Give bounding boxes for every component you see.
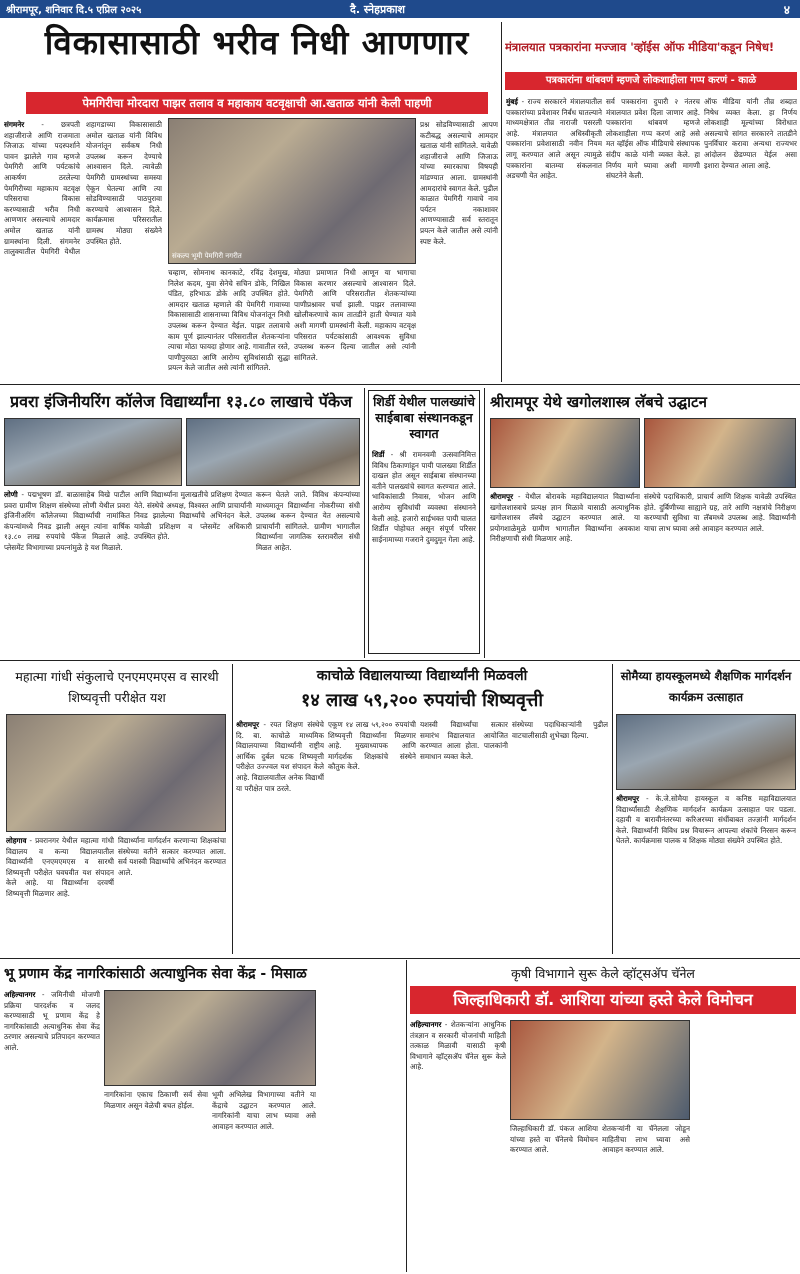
story6-photo (6, 714, 226, 832)
divider-vertical-lower-1 (232, 664, 233, 954)
story8-photo (616, 714, 796, 790)
divider-horizontal-2 (0, 660, 800, 661)
divider-horizontal-3 (0, 958, 800, 959)
story10-col1: अहिल्यानगर - शेतकऱ्यांना आधुनिक तंत्रज्ञान व सरकारी योजनांची माहिती तत्काळ मिळावी यासाठी कृषी विभागाने व्हॉट्सॲप चॅनेल सुरू केले आहे. (410, 1020, 506, 1072)
story1-col2: चव्हाण, सोमनाथ कानकाटे, रविंद्र देशमुख, निलेश कदम, युवा सेनेचे सचिन डोके, निखिल पंडित, हरिभाऊ डोके आदि उपस्थित होते. आमदार खताळ म्हणाले की पेमगिरी गावाच्या विकासासाठी शासनाच्या विविध योजनांतून निधी उपलब्ध करून देण्यात येईल. पाझर तलावाचे काम पूर्ण झाल्यानंतर परिसरातील शेतकऱ्यांना त्याचा मोठा फायदा होणार आहे. गावातील रस्ते, पाणीपुरवठा आणि आरोग्य सुविधांसाठी सुद्धा प्रयत्न केले जातील असे त्यांनी सांगितले. (168, 268, 290, 373)
story7-col4: संस्थेच्या पदाधिकाऱ्यांनी पुढील वाटचालीसाठी शुभेच्छा दिल्या. (512, 720, 608, 740)
story6-byline: लोहगाव (6, 836, 27, 845)
divider-horizontal-1 (0, 384, 800, 385)
divider-vertical-top (501, 22, 502, 382)
story5-photo-1 (490, 418, 640, 488)
story1-byline: संगमनेर (4, 120, 25, 129)
story6-headline: महात्मा गांधी संकुलाचे एनएमएमएस व सारथी शिष्यवृत्ती परीक्षेत यश (15, 669, 219, 705)
story2-col2: सर्व पत्रकारांना दुपारी २ नंतरच मंत्रालयात प्रवेश दिला जाणार आहे. पत्रकारांना थांबवणं म्हणजे लोकशाहीला गप्प करणं आहे असे मत व्हॉईस ऑफ मीडियाचे संस्थापक संदीप काळे यांनी व्यक्त केले. हा निर्णय मागे घ्यावा अशी मागणी संघटनेने केली. (606, 97, 700, 181)
story8-headline: सोमैय्या हायस्कूलमध्ये शैक्षणिक मार्गदर्शन कार्यक्रम उत्साहात (620, 669, 792, 704)
story2-byline: मुंबई (506, 97, 518, 106)
story9-byline: अहिल्यानगर (4, 990, 36, 999)
story3-headline: प्रवरा इंजिनीयरिंग कॉलेज विद्यार्थ्यांना १३.८० लाखाचे पॅकेज (10, 392, 353, 411)
story1-col4: प्रश्न सोडविण्यासाठी आपण कटीबद्ध असल्याचे आमदार खताळ यांनी सांगितले. यावेळी शहाजीराजे आणि जिजाऊ यांच्या स्मारकाचा विषयही मांडण्यात आला. ग्रामस्थांनी आमदारांचे स्वागत केले. पुढील काळात पेमगिरी गावाचे नाव पर्यटन नकाशावर आणण्यासाठी सर्व स्तरातून प्रयत्न केले जातील असे त्यांनी स्पष्ट केले. (420, 120, 498, 246)
story5-photo-2 (644, 418, 796, 488)
divider-vertical-bottom (406, 960, 407, 1272)
story4-body: शिर्डी - श्री रामनवमी उत्सवानिमित्त विविध ठिकाणांहून पायी पालख्या शिर्डीत दाखल होत असून साईबाबा संस्थानच्या वतीने पालख्यांचे स्वागत करण्यात आले. भाविकांसाठी निवास, भोजन आणि आरोग्य सुविधांची व्यवस्था संस्थानने केली आहे. हजारो साईभक्त पायी चालत शिर्डीत पोहोचत असून संपूर्ण परिसर साईनामाच्या गजराने दुमदुमून गेला आहे. (372, 450, 476, 544)
story5-byline: श्रीरामपूर (490, 492, 514, 501)
story3-photo-2 (186, 418, 360, 486)
header-masthead: दै. स्नेहप्रकाश (350, 3, 406, 16)
page-header-bar (0, 0, 800, 18)
story3-col3-visible: करून घेतले जाते. विविध कंपन्यांच्या माध्यमातून विद्यार्थ्यांना नोकरीच्या संधी उपलब्ध करून देण्यात येत असल्याचे प्राचार्यांनी सांगितले. ग्रामीण भागातील विद्यार्थ्यांना जागतिक स्तरावरील संधी मिळत आहेत. (256, 490, 360, 552)
story1-headline: विकासासाठी भरीव निधी आणणार (44, 23, 470, 62)
story3-photo-1 (4, 418, 182, 486)
story5-col2: संस्थेचे पदाधिकारी, प्राचार्य आणि शिक्षक यावेळी उपस्थित होते. दुर्बिणीच्या साह्याने ग्रह, तारे आणि नक्षत्रांचे निरीक्षण करण्याची सुविधा या लॅबमध्ये उपलब्ध आहे. विद्यार्थ्यांनी याचा लाभ घ्यावा असे आवाहन करण्यात आले. (644, 492, 796, 533)
story7-headline-top: काचोळे विद्यालयाच्या विद्यार्थ्यांनी मिळवली (316, 668, 528, 684)
story9-headline: भू प्रणाम केंद्र नागरिकांसाठी अत्याधुनिक सेवा केंद्र - मिसाळ (4, 966, 307, 982)
header-date: श्रीरामपूर, शनिवार दि.५ एप्रिल २०२५ (6, 5, 142, 16)
story2-headline-band: पत्रकारांना थांबवणं म्हणजे लोकशाहीला गप्प करणं - काळे (505, 72, 797, 90)
story2-col3: ऑफ मीडिया यांनी तीव्र शब्दात निषेध व्यक्त केला. हा निर्णय लोकशाही मूल्यांच्या विरोधात असल्याचे सांगत सरकारने तातडीने पुनर्विचार करावा अन्यथा राज्यभर आंदोलन छेडण्यात येईल असा इशारा देण्यात आला आहे. (704, 97, 797, 170)
story10-byline: अहिल्यानगर (410, 1020, 442, 1029)
story7-col3: यशस्वी विद्यार्थ्यांचा सत्कार समारंभ विद्यालयात आयोजित करण्यात आला होता. पालकांनी समाधान व्यक्त केले. (420, 720, 508, 761)
story8-byline: श्रीरामपूर (616, 794, 640, 803)
story7-headline-main: १४ लाख ५९,२०० रुपयांची शिष्यवृत्ती (300, 690, 544, 711)
story7-col2: एकूण १४ लाख ५९,२०० रुपयांची शिष्यवृत्ती विद्यार्थ्यांना मिळणार आहे. मुख्याध्यापक आणि मार्गदर्शक शिक्षकांचे संस्थेने कौतुक केले. (328, 720, 416, 772)
story1-subhead: पेमगिरीचा मोरदारा पाझर तलाव व महाकाय वटवृक्षाची आ.खताळ यांनी केली पाहणी (26, 92, 488, 114)
story9-col3: भूमी अभिलेख विभागाच्या वतीने या केंद्राचे उद्घाटन करण्यात आले. नागरिकांनी याचा लाभ घ्यावा असे आवाहन करण्यात आले. (212, 1090, 316, 1131)
story10-col2: जिल्हाधिकारी डॉ. पंकज आशिया यांच्या हस्ते या चॅनेलचे विमोचन करण्यात आले. (510, 1124, 598, 1155)
story1-photo-caption: संकल्प भूमी पेमगिरी नगरीत (172, 252, 242, 260)
divider-vertical-lower-2 (612, 664, 613, 954)
story7-byline: श्रीरामपूर (236, 720, 260, 729)
story10-photo (510, 1020, 690, 1120)
story2-headline-top: मंत्रालयात पत्रकारांना मज्जाव 'व्हॉईस ऑफ मीडिया'कडून निषेध! (505, 40, 775, 54)
story2-col1: मुंबई - राज्य सरकारने मंत्रालयातील पत्रकारांच्या प्रवेशावर निर्बंध घातल्याने माध्यमक्षेत्रात तीव्र नाराजी पसरली आहे. मंत्रालयात अधिस्वीकृती पत्रकारांना प्रवेशासाठी नवीन नियम लागू करण्यात आले असून त्यामुळे पत्रकारांना बातम्या संकलनात अडचणी येत आहेत. (506, 97, 602, 181)
story5-headline: श्रीरामपूर येथे खगोलशास्त्र लॅबचे उद्घाटन (490, 393, 707, 411)
story3-col1: लोणी - पद्मभूषण डॉ. बाळासाहेब विखे पाटील प्रवरा ग्रामीण शिक्षण संस्थेच्या लोणी येथील प्रवरा इंजिनीअरिंग कॉलेजच्या विद्यार्थ्यांची नामांकित कंपन्यांमध्ये निवड झाली असून त्यांना वार्षिक १३.८० लाख रुपयांचे पॅकेज मिळाले आहे. प्लेसमेंट विभागाच्या प्रयत्नांमुळे हे यश मिळाले. (4, 490, 130, 552)
story1-col3: मोठ्या प्रमाणात निधी आणून या भागाचा विकास करणार असल्याचे आश्वासन दिले. पेमगिरी आणि परिसरातील शेतकऱ्यांच्या पाणीप्रश्नावर चर्चा झाली. पाझर तलावाच्या खोलीकरणाचे काम तातडीने हाती घेण्यात यावे अशी मागणी ग्रामस्थांनी केली. महाकाय वटवृक्ष परिसरात पर्यटकांसाठी आवश्यक सुविधा उपलब्ध करून दिल्या जातील असे त्यांनी सांगितले. (294, 268, 416, 362)
story9-photo (104, 990, 316, 1086)
story9-col1: अहिल्यानगर - जमिनीची मोजणी प्रक्रिया पारदर्शक व जलद करण्यासाठी भू प्रणाम केंद्र हे नागरिकांसाठी अत्याधुनिक सेवा केंद्र ठरणार असल्याचे प्रतिपादन करण्यात आले. (4, 990, 100, 1052)
divider-vertical-mid-2 (484, 388, 485, 658)
story10-headline-main: जिल्हाधिकारी डॉ. आशिया यांच्या हस्ते केले विमोचन (410, 986, 796, 1014)
divider-vertical-mid-1 (364, 388, 365, 658)
story7-col1: श्रीरामपूर - रयत शिक्षण संस्थेचे दि. बा. काचोळे माध्यमिक विद्यालयाच्या विद्यार्थ्यांनी राष्ट्रीय आर्थिक दुर्बल घटक शिष्यवृत्ती परीक्षेत उज्ज्वल यश संपादन केले आहे. विद्यालयातील अनेक विद्यार्थी या परीक्षेत पात्र ठरले. (236, 720, 324, 793)
story10-col3: शेतकऱ्यांनी या चॅनेलला जोडून माहितीचा लाभ घ्यावा असे आवाहन करण्यात आले. (602, 1124, 690, 1155)
story3-col2: आणि विद्यार्थ्यांना मुलाखतीचे प्रशिक्षण देण्यात येते. संस्थेचे अध्यक्ष, विश्वस्त आणि प्राचार्यांनी निवड झालेल्या विद्यार्थ्यांचे अभिनंदन केले. यावेळी प्रशिक्षण व प्लेसमेंट अधिकारी उपस्थित होते. (134, 490, 252, 542)
story5-col1: श्रीरामपूर - येथील बोरावके महाविद्यालयात विद्यार्थ्यांना खगोलशास्त्राचे प्रत्यक्ष ज्ञान मिळावे यासाठी अत्याधुनिक खगोलशास्त्र लॅबचे उद्घाटन करण्यात आले. या प्रयोगशाळेमुळे ग्रामीण भागातील विद्यार्थ्यांना अवकाश निरीक्षणाची संधी मिळणार आहे. (490, 492, 640, 544)
story4-byline: शिर्डी (372, 450, 385, 459)
story10-headline-top: कृषी विभागाने सुरू केले व्हॉट्सॲप चॅनेल (511, 966, 695, 981)
story1-photo (168, 118, 416, 264)
story6-col1: लोहगाव - प्रवरानगर येथील महात्मा गांधी विद्यालय व कन्या विद्यालयातील विद्यार्थ्यांनी एनएमएमएस व सारथी शिष्यवृत्ती परीक्षेत घवघवीत यश संपादन केले आहे. या विद्यार्थ्यांना दरवर्षी शिष्यवृत्ती मिळणार आहे. (6, 836, 114, 898)
story4-box (368, 390, 480, 654)
story6-col2: विद्यार्थ्यांना मार्गदर्शन करणाऱ्या शिक्षकांचा संस्थेच्या वतीने सत्कार करण्यात आला. सर्व यशस्वी विद्यार्थ्यांचे अभिनंदन करण्यात आले. (118, 836, 226, 877)
story3-byline: लोणी (4, 490, 18, 499)
story1-col1: संगमनेर - छत्रपती शहाजीराजे आणि राजमाता जिजाऊ यांच्या पदस्पर्शाने पावन झालेले गाव म्हणजे पेमगिरी आणि पर्यटकांचे आकर्षण ठरलेल्या पेमगिरीच्या महाकाय वटवृक्ष परिसराचा विकास करण्यासाठी भरीव निधी आणणार असल्याचे आमदार अमोल खताळ यांनी ग्रामस्थांना दिली. संगमनेर तालुक्यातील पेमगिरी येथील शहागडाच्या विकासासाठी अमोल खताळ यांनी विविध योजनांतून सर्वंकष निधी उपलब्ध करून देण्याचे आश्वासन दिले. त्यावेळी पेमगिरी ग्रामस्थांच्या समस्या ऐकून घेतल्या आणि त्या सोडविण्यासाठी पाठपुरावा करण्याचे आश्वासन दिले. कार्यक्रमास परिसरातील ग्रामस्थ मोठ्या संख्येने उपस्थित होते. (4, 120, 162, 257)
story4-headline: शिर्डी येथील पालख्यांचे साईबाबा संस्थानकडून स्वागत (373, 394, 475, 441)
story8-body: श्रीरामपूर - के.जे.सोमैया हायस्कूल व कनिष्ठ महाविद्यालयात विद्यार्थ्यांसाठी शैक्षणिक मार्गदर्शन कार्यक्रम उत्साहात पार पडला. दहावी व बारावीनंतरच्या करिअरच्या संधींबाबत तज्ज्ञांनी मार्गदर्शन केले. विद्यार्थ्यांनी विविध प्रश्न विचारून आपल्या शंकांचे निरसन करून घेतले. कार्यक्रमास पालक व शिक्षक मोठ्या संख्येने उपस्थित होते. (616, 794, 796, 846)
header-page-number: ४ (783, 3, 790, 17)
story9-col2: नागरिकांना एकाच ठिकाणी सर्व सेवा मिळणार असून वेळेची बचत होईल. (104, 1090, 208, 1110)
